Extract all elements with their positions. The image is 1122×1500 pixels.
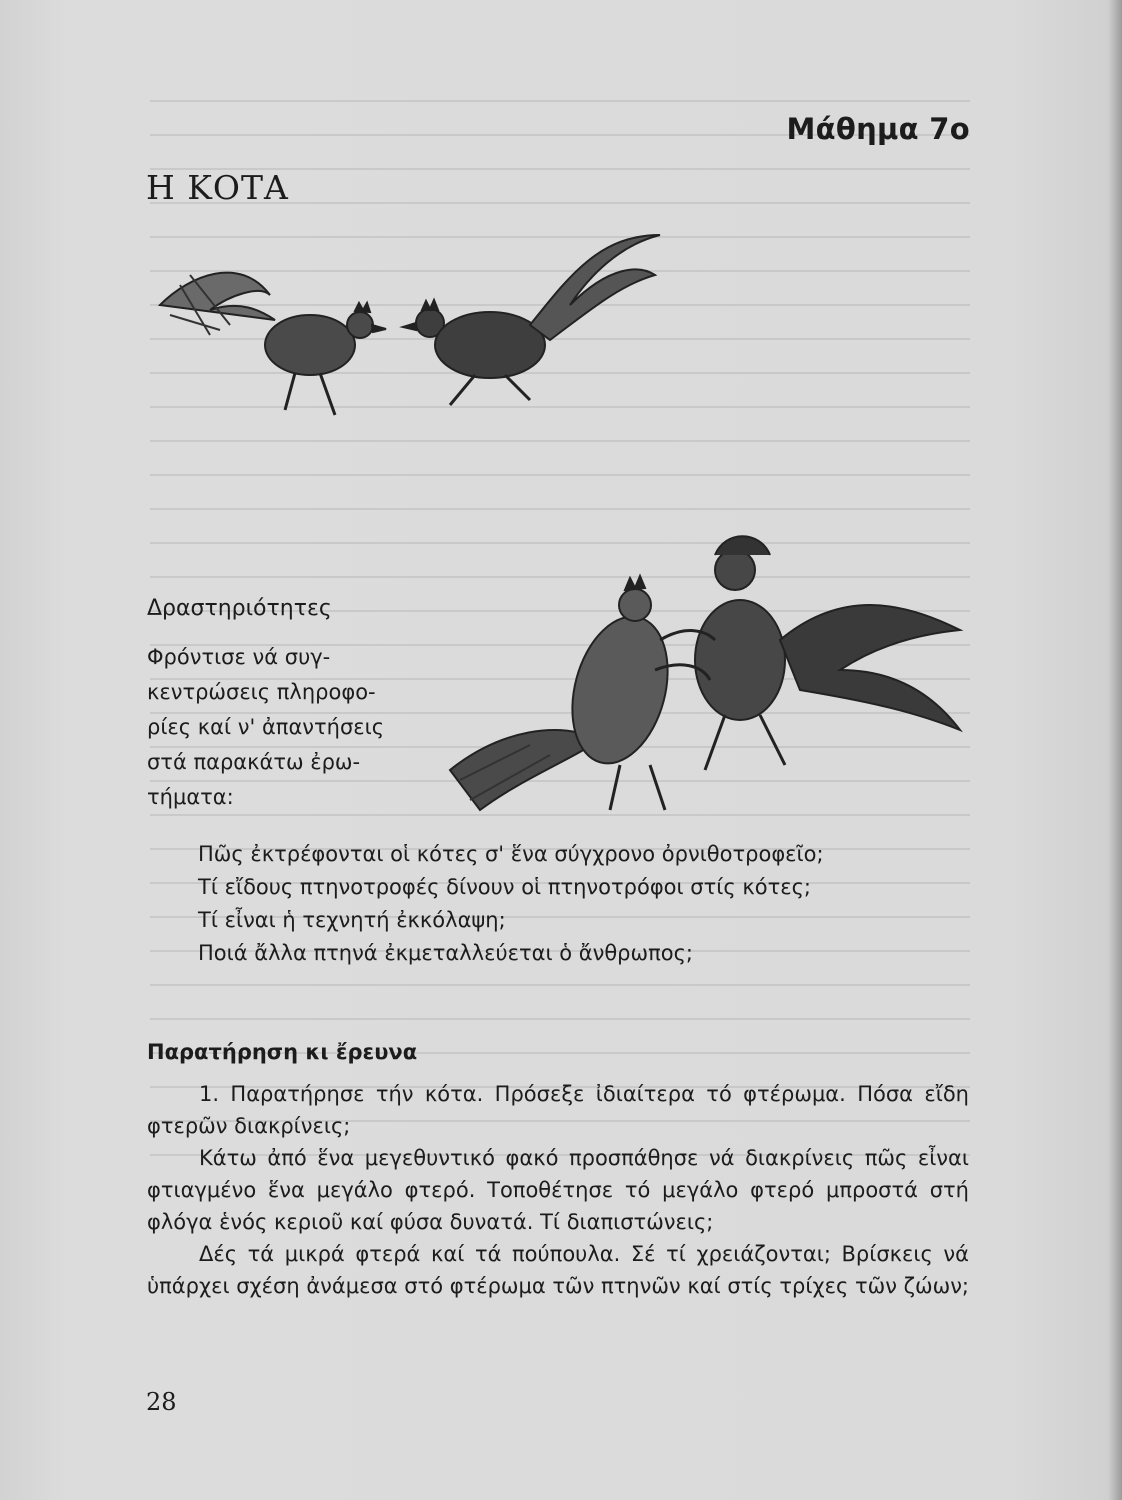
- question-item: Τί εἶναι ἡ τεχνητή ἐκκόλαψη;: [198, 908, 506, 932]
- roosters-illustration-bottom: [440, 530, 980, 840]
- question-item: Ποιά ἄλλα πτηνά ἐκμεταλλεύεται ὁ ἄνθρωπος;: [198, 941, 693, 965]
- activities-intro-line: Φρόντισε νά συγ-: [147, 645, 331, 669]
- question-item: Πῶς ἐκτρέφονται οἱ κότες σ' ἕνα σύγχρονο ὀρνιθοτροφεῖο;: [198, 842, 824, 866]
- question-item: Τί εἴδους πτηνοτροφές δίνουν οἱ πτηνοτρόφοι στίς κότες;: [198, 875, 811, 899]
- question-list: [198, 838, 824, 970]
- page-title: Η ΚΟΤΑ: [146, 168, 289, 207]
- page-edge-shadow: [1108, 0, 1122, 1500]
- observation-paragraph: Δές τά μικρά φτερά καί τά πούπουλα. Σέ τί χρειάζονται; Βρίσκεις νά ὑπάρχει σχέση ἀνάμεσα στό φτέρωμα τῶν πτηνῶν καί στίς τρίχες τῶν ζώων;: [147, 1242, 969, 1298]
- right-fighting-rooster: [655, 536, 960, 770]
- left-rooster: [160, 273, 386, 415]
- left-fighting-rooster: [450, 576, 683, 810]
- activities-heading: Δραστηριότητες: [147, 596, 332, 621]
- observation-paragraph: 1. Παρατήρησε τήν κότα. Πρόσεξε ἰδιαίτερα τό φτέρωμα. Πόσα εἴδη φτερῶν διακρίνεις;: [147, 1082, 969, 1138]
- activities-intro-line: ρίες καί ν' ἀπαντήσεις: [147, 715, 385, 739]
- right-rooster: [403, 235, 660, 405]
- observation-heading: Παρατήρηση κι ἔρευνα: [147, 1040, 418, 1064]
- activities-intro-line: τήματα:: [147, 785, 234, 809]
- lesson-label: Μάθημα 7ο: [786, 112, 970, 146]
- page-number: 28: [146, 1388, 177, 1416]
- activities-intro-line: κεντρώσεις πληροφο-: [147, 680, 376, 704]
- activities-intro-line: στά παρακάτω ἐρω-: [147, 750, 361, 774]
- observation-paragraph: Κάτω ἀπό ἕνα μεγεθυντικό φακό προσπάθησε νά διακρίνεις πῶς εἶναι φτιαγμένο ἕνα μεγάλο φτερό. Τοποθέτησε τό μεγάλο φτερό μπροστά στή φλόγα ἑνός κεριοῦ καί φύσα δυνατά. Τί διαπιστώνεις;: [147, 1146, 969, 1234]
- activities-intro: [147, 640, 387, 815]
- observation-body: [147, 1078, 969, 1302]
- roosters-illustration-top: [150, 215, 670, 425]
